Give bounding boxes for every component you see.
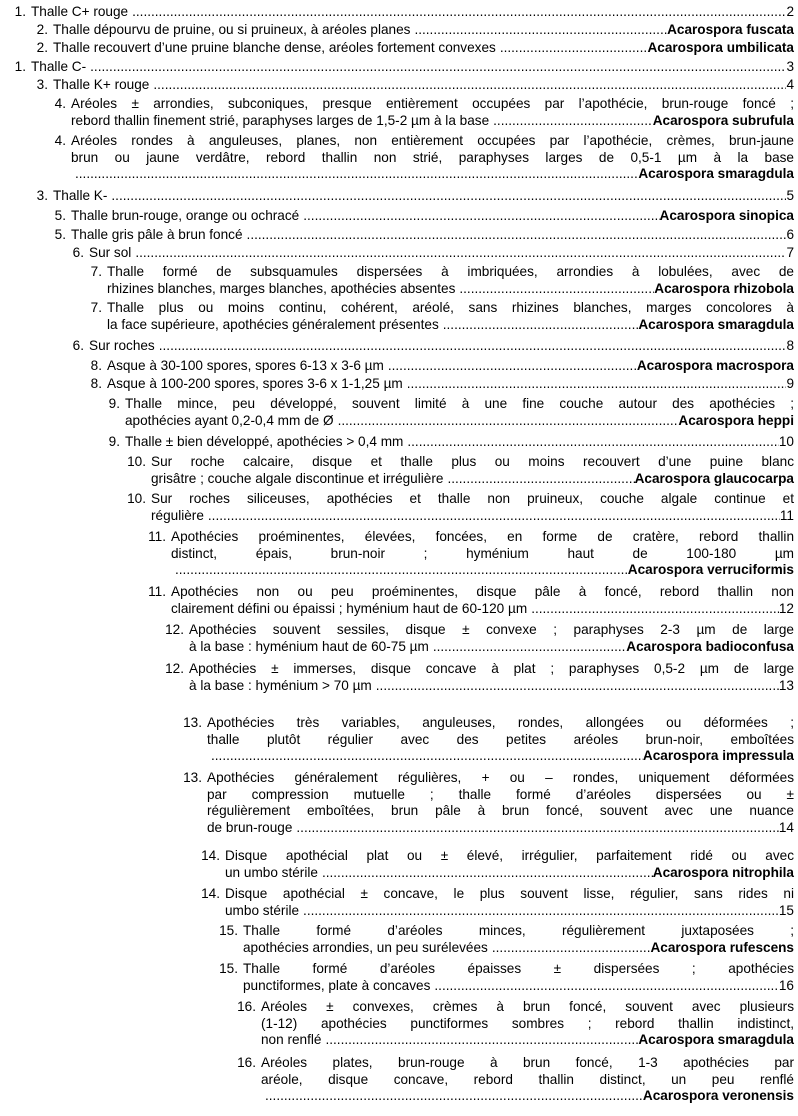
- species-name: Acarospora smaragdula: [638, 1032, 794, 1047]
- couplet-text-line: Thalle formé d’aréoles minces, régulièrement juxtaposées ;: [243, 923, 794, 938]
- couplet-text: clairement défini ou épaissi ; hyménium haut de 60-120 µm: [171, 600, 528, 616]
- dot-leader: [299, 903, 779, 920]
- species-name: Acarospora rufescens: [650, 939, 794, 955]
- key-entry: [76, 264, 794, 297]
- key-entry: [148, 622, 794, 655]
- couplet-number: 8.: [90, 376, 102, 391]
- next-couplet-ref: 4: [786, 77, 794, 92]
- next-couplet-ref: 3: [786, 59, 794, 74]
- next-couplet-ref: 8: [786, 338, 794, 353]
- couplet-text-line: Apothécies non ou peu proéminentes, disque pâle à foncé, rebord thallin non: [171, 584, 794, 599]
- next-couplet-ref: 7: [786, 245, 794, 260]
- couplet-text-line: Aréoles rondes à anguleuses, planes, non entièrement occupées par l’apothécie, crèmes, brun-jaune: [71, 133, 794, 148]
- dot-leader: [171, 562, 628, 579]
- couplet-number: 7.: [90, 264, 102, 279]
- couplet-number: 2.: [36, 22, 48, 37]
- species-name: Acarospora macrospora: [636, 358, 794, 373]
- couplet-text-line: (1-12) apothécies punctiformes sombres ; rebord thallin indistinct,: [261, 1015, 794, 1031]
- couplet-number: 16.: [237, 1055, 256, 1070]
- key-entry: [4, 4, 794, 21]
- couplet-text: la face supérieure, apothécies généralement présentes: [107, 316, 439, 332]
- key-entry: [166, 715, 794, 765]
- species-name: Acarospora impressula: [642, 748, 794, 763]
- key-entry: [22, 188, 794, 205]
- dot-leader: [292, 820, 778, 837]
- next-couplet-ref: 10: [778, 434, 794, 449]
- species-name: Acarospora fuscata: [667, 22, 794, 37]
- key-entry: [40, 227, 794, 244]
- couplet-text: régulière: [151, 507, 204, 523]
- key-entry: [40, 208, 794, 225]
- couplet-text-line: Apothécies généralement régulières, + ou – rondes, uniquement déformées: [207, 770, 794, 785]
- key-entry: [166, 770, 794, 836]
- key-entry: [40, 133, 794, 183]
- couplet-text: Thalle K+ rouge: [53, 77, 150, 92]
- couplet-number: 4.: [54, 133, 66, 148]
- couplet-text-line: Thalle formé d’aréoles épaisses ± dispersées ; apothécies: [243, 961, 794, 976]
- couplet-text-line: thalle plutôt régulier avec des petites aréoles brun-noir, emboîtées: [207, 731, 794, 747]
- couplet-number: 2.: [36, 40, 48, 55]
- couplet-number: 11.: [148, 529, 166, 544]
- couplet-number: 13.: [183, 715, 202, 730]
- dot-leader: [131, 245, 786, 262]
- dot-leader: [430, 978, 778, 995]
- key-entry: [202, 961, 794, 994]
- couplet-text: Thalle gris pâle à brun foncé: [71, 227, 243, 242]
- couplet-number: 9.: [108, 434, 120, 449]
- dot-leader: [318, 865, 653, 882]
- key-entry: [148, 661, 794, 694]
- species-name: Acarospora badioconfusa: [626, 638, 794, 654]
- couplet-text-line: Thalle formé de subsquamules dispersées à imbriquées, arrondies à lobulées, avec de: [107, 264, 794, 279]
- couplet-text: umbo stérile: [225, 902, 300, 918]
- dot-leader: [403, 376, 787, 393]
- couplet-number: 9.: [108, 396, 120, 411]
- couplet-text: rebord thallin finement strié, paraphyses larges de 1,5-2 µm à la base: [71, 112, 490, 128]
- couplet-text: Asque à 30-100 spores, spores 6-13 x 3-6 µm: [107, 358, 384, 373]
- couplet-number: 3.: [36, 77, 48, 92]
- couplet-text: Sur roches: [89, 338, 155, 353]
- dot-leader: [243, 227, 787, 244]
- species-name: Acarospora subrufula: [652, 112, 794, 128]
- dot-leader: [489, 113, 653, 130]
- dot-leader: [429, 639, 626, 656]
- couplet-text-line: Thalle mince, peu développé, souvent limité à une fine couche autour des apothécies ;: [125, 396, 794, 411]
- key-entry: [112, 454, 794, 487]
- dot-leader: [334, 413, 679, 430]
- couplet-text: de brun-rouge: [207, 819, 293, 835]
- key-entry: [4, 59, 794, 76]
- couplet-number: 16.: [237, 999, 256, 1014]
- dot-leader: [149, 77, 786, 94]
- species-name: Acarospora heppi: [678, 412, 794, 428]
- couplet-number: 3.: [36, 188, 48, 203]
- couplet-text-line: Disque apothécial ± concave, le plus souvent lisse, régulier, sans rides ni: [225, 886, 794, 901]
- couplet-text-line: Disque apothécial plat ou ± élevé, irrégulier, parfaitement ridé ou avec: [225, 848, 794, 863]
- dot-leader: [204, 508, 780, 525]
- dot-leader: [372, 678, 779, 695]
- key-entry: [58, 245, 794, 262]
- next-couplet-ref: 5: [786, 188, 794, 203]
- couplet-text: Thalle K-: [53, 188, 108, 203]
- couplet-text: apothécies ayant 0,2-0,4 mm de Ø: [125, 412, 334, 428]
- dot-leader: [86, 59, 786, 76]
- couplet-number: 6.: [72, 338, 84, 353]
- key-entry: [76, 376, 794, 393]
- couplet-number: 6.: [72, 245, 84, 260]
- couplet-text-line: Apothécies ± immerses, disque concave à plat ; paraphyses 0,5-2 µm de large: [189, 661, 794, 676]
- key-entry: [22, 77, 794, 94]
- species-name: Acarospora rhizobola: [654, 280, 794, 296]
- species-name: Acarospora veronensis: [642, 1088, 794, 1103]
- couplet-number: 13.: [183, 770, 202, 785]
- couplet-text-line: Apothécies très variables, anguleuses, rondes, allongées ou déformées ;: [207, 715, 794, 730]
- couplet-number: 11.: [148, 584, 166, 599]
- couplet-text: punctiformes, plate à concaves: [243, 977, 431, 993]
- dot-leader: [321, 1032, 638, 1049]
- dot-leader: [384, 358, 637, 375]
- couplet-number: 14.: [201, 848, 220, 863]
- key-entry: [94, 396, 794, 429]
- species-name: Acarospora verruciformis: [627, 562, 794, 577]
- couplet-text-line: par compression mutuelle ; thalle formé d’aréoles dispersées ou ±: [207, 786, 794, 802]
- couplet-text-line: Sur roche calcaire, disque et thalle plus ou moins recouvert d’une puine blanc: [151, 454, 794, 469]
- couplet-number: 4.: [54, 96, 66, 111]
- couplet-text-line: régulièrement emboîtées, brun pâle à brun foncé, souvent avec une nuance: [207, 803, 794, 818]
- couplet-text: Thalle recouvert d’une pruine blanche dense, aréoles fortement convexes: [53, 40, 496, 55]
- couplet-text-line: Aréoles ± arrondies, subconiques, presque entièrement occupées par l’apothécie, brun-rouge foncé ;: [71, 96, 794, 111]
- dot-leader: [527, 601, 779, 618]
- dot-leader: [439, 317, 639, 334]
- couplet-number: 10.: [127, 454, 146, 469]
- dot-leader: [155, 338, 787, 355]
- couplet-text-line: Thalle plus ou moins continu, cohérent, aréolé, sans rhizines blanches, marges concolores à: [107, 300, 794, 315]
- key-entry: [220, 1055, 794, 1105]
- next-couplet-ref: 6: [786, 227, 794, 242]
- species-name: Acarospora smaragdula: [638, 316, 794, 332]
- couplet-text-line: distinct, épais, brun-noir ; hyménium haut de 100-180 µm: [171, 545, 794, 561]
- couplet-text-line: Aréoles ± convexes, crèmes à brun foncé, souvent avec plusieurs: [261, 999, 794, 1014]
- couplet-text: Sur sol: [89, 245, 132, 260]
- dot-leader: [455, 281, 654, 298]
- couplet-text: Asque à 100-200 spores, spores 3-6 x 1-1,25 µm: [107, 376, 403, 391]
- species-name: Acarospora glaucocarpa: [634, 470, 794, 486]
- key-entry: [22, 22, 794, 39]
- couplet-text: Thalle C+ rouge: [31, 4, 129, 19]
- next-couplet-ref: 11: [779, 507, 794, 523]
- next-couplet-ref: 12: [778, 600, 794, 616]
- species-name: Acarospora smaragdula: [638, 166, 794, 181]
- couplet-number: 1.: [14, 4, 26, 19]
- couplet-number: 15.: [219, 961, 238, 976]
- couplet-number: 10.: [127, 491, 146, 506]
- dot-leader: [443, 471, 634, 488]
- couplet-text: à la base : hyménium > 70 µm: [189, 677, 372, 693]
- species-name: Acarospora sinopica: [659, 208, 794, 223]
- key-entry: [40, 96, 794, 129]
- couplet-text: à la base : hyménium haut de 60-75 µm: [189, 638, 429, 654]
- dot-leader: [128, 4, 786, 21]
- dot-leader: [261, 1088, 643, 1105]
- dot-leader: [107, 188, 786, 205]
- key-entry: [202, 923, 794, 956]
- dot-leader: [71, 166, 638, 183]
- couplet-text-line: Apothécies souvent sessiles, disque ± convexe ; paraphyses 2-3 µm de large: [189, 622, 794, 637]
- next-couplet-ref: 14: [778, 819, 794, 835]
- key-entry: [76, 300, 794, 333]
- species-name: Acarospora umbilicata: [647, 40, 794, 55]
- dot-leader: [496, 40, 648, 57]
- dot-leader: [488, 940, 651, 957]
- couplet-text: un umbo stérile: [225, 864, 318, 880]
- key-entry: [130, 584, 794, 617]
- couplet-number: 12.: [165, 661, 184, 676]
- key-entry: [112, 491, 794, 524]
- key-entry: [220, 999, 794, 1049]
- couplet-number: 5.: [54, 208, 66, 223]
- couplet-number: 8.: [90, 358, 102, 373]
- couplet-number: 15.: [219, 923, 238, 938]
- dot-leader: [299, 208, 659, 225]
- couplet-text: Thalle brun-rouge, orange ou ochracé: [71, 208, 300, 223]
- couplet-text: Thalle ± bien développé, apothécies > 0,4 mm: [125, 434, 404, 449]
- couplet-text-line: Sur roches siliceuses, apothécies et thalle non pruineux, couche algale continue et: [151, 491, 794, 506]
- key-entry: [76, 358, 794, 375]
- dot-leader: [207, 748, 643, 765]
- couplet-number: 14.: [201, 886, 220, 901]
- couplet-number: 7.: [90, 300, 102, 315]
- key-entry: [130, 529, 794, 579]
- next-couplet-ref: 9: [786, 376, 794, 391]
- couplet-number: 5.: [54, 227, 66, 242]
- dot-leader: [410, 22, 667, 39]
- couplet-text: apothécies arrondies, un peu surélevées: [243, 939, 488, 955]
- couplet-text: Thalle C-: [31, 59, 87, 74]
- key-entry: [184, 886, 794, 919]
- couplet-text: grisâtre ; couche algale discontinue et irrégulière: [151, 470, 444, 486]
- key-entry: [184, 848, 794, 881]
- couplet-text: rhizines blanches, marges blanches, apothécies absentes: [107, 280, 456, 296]
- key-entry: [22, 40, 794, 57]
- couplet-text-line: Apothécies proéminentes, élevées, foncées, en forme de cratère, rebord thallin: [171, 529, 794, 544]
- couplet-number: 12.: [165, 622, 184, 637]
- species-name: Acarospora nitrophila: [652, 864, 794, 880]
- couplet-text: non renflé: [261, 1032, 322, 1047]
- couplet-number: 1.: [14, 59, 26, 74]
- couplet-text: Thalle dépourvu de pruine, ou si pruineux, à aréoles planes: [53, 22, 411, 37]
- next-couplet-ref: 2: [786, 4, 794, 19]
- next-couplet-ref: 13: [778, 677, 794, 693]
- couplet-text-line: aréole, disque concave, rebord thallin distinct, un peu renflé: [261, 1071, 794, 1087]
- key-entry: [58, 338, 794, 355]
- couplet-text-line: brun ou jaune verdâtre, rebord thallin non strié, paraphyses larges de 0,5-1 µm à la base: [71, 149, 794, 165]
- couplet-text-line: Aréoles plates, brun-rouge à brun foncé, 1-3 apothécies par: [261, 1055, 794, 1070]
- dot-leader: [403, 434, 779, 451]
- key-entry: [94, 434, 794, 451]
- next-couplet-ref: 15: [778, 902, 794, 918]
- next-couplet-ref: 16: [778, 977, 794, 993]
